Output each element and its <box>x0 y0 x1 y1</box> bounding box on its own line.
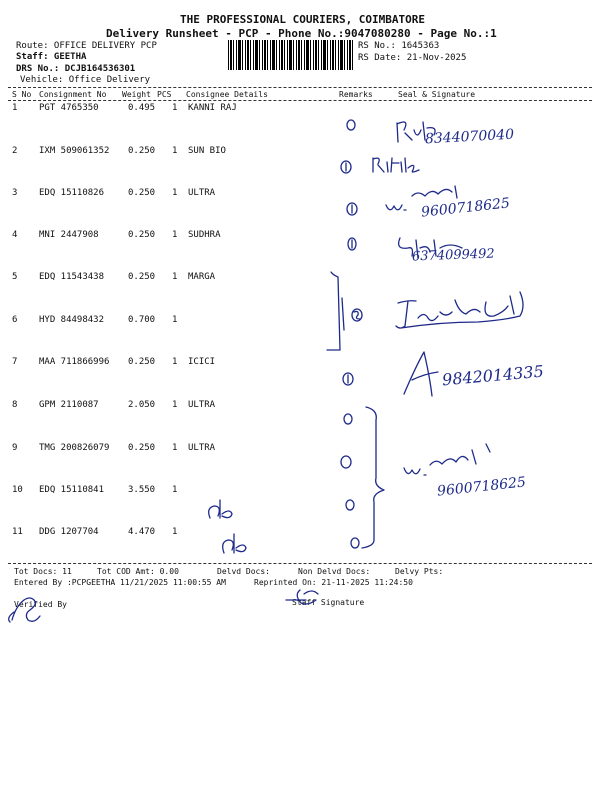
total-docs: Tot Docs: 11 <box>14 567 72 576</box>
row-consignment: EDQ 15110826 <box>39 188 105 198</box>
handwritten-phone-7: 9842014335 <box>441 361 545 390</box>
row-weight: 2.050 <box>128 400 156 410</box>
row-consignee: ULTRA <box>188 400 216 410</box>
drs-number: DRS No.: DCJB164536301 <box>16 64 136 74</box>
signature-9 <box>404 444 490 475</box>
row-consignee: MARGA <box>188 272 216 282</box>
row-pcs: 1 <box>172 146 178 156</box>
row-pcs: 1 <box>172 443 178 453</box>
row-pcs: 1 <box>172 103 178 113</box>
handwritten-phone-9: 9600718625 <box>436 474 527 500</box>
row-consignment: HYD 84498432 <box>39 315 105 325</box>
col-weight: Weight <box>122 90 151 99</box>
row-weight: 0.495 <box>128 103 156 113</box>
row-sno: 3 <box>12 188 18 198</box>
row-pcs: 1 <box>172 315 178 325</box>
row-weight: 0.250 <box>128 272 156 282</box>
row-consignment: GPM 2110087 <box>39 400 99 410</box>
row-consignment: IXM 509061352 <box>39 146 110 156</box>
runsheet-subtitle: Delivery Runsheet - PCP - Phone No.:9047080280 - Page No.:1 <box>106 27 497 40</box>
reprinted-on: Reprinted On: 21-11-2025 11:24:50 <box>254 578 413 587</box>
signature-4 <box>399 238 462 258</box>
row-consignment: MAA 711866996 <box>39 357 110 367</box>
row-pcs: 1 <box>172 485 178 495</box>
col-consignee: Consignee Details <box>186 90 268 99</box>
staff-label: Staff: GEETHA <box>16 52 87 62</box>
row-consignment: DDG 1207704 <box>39 527 99 537</box>
handwritten-mark-10 <box>209 500 232 518</box>
signature-1 <box>397 122 435 142</box>
row-consignment: TMG 200826079 <box>39 443 110 453</box>
non-delivered-docs: Non Delvd Docs: <box>298 567 371 576</box>
row-sno: 10 <box>12 485 23 495</box>
signature-2 <box>373 158 419 172</box>
vehicle-label: Vehicle: Office Delivery <box>20 75 151 85</box>
signature-3 <box>386 186 457 210</box>
col-remarks: Remarks <box>339 90 373 99</box>
row-sno: 8 <box>12 400 18 410</box>
row-pcs: 1 <box>172 400 178 410</box>
col-sno: S No <box>12 90 32 99</box>
company-title: THE PROFESSIONAL COURIERS, COIMBATORE <box>180 13 426 26</box>
row-consignee: KANNI RAJ <box>188 103 237 113</box>
handwritten-phone-4: 6374099492 <box>411 246 495 265</box>
row-sno: 6 <box>12 315 18 325</box>
delivery-points: Delvy Pts: <box>395 567 444 576</box>
row-sno: 7 <box>12 357 18 367</box>
verified-by-signature <box>9 598 40 622</box>
handwritten-mark-11 <box>223 534 246 553</box>
row-weight: 3.550 <box>128 485 156 495</box>
remark-mark-1 <box>347 120 355 130</box>
rs-number: RS No.: 1645363 <box>358 41 440 51</box>
total-cod-amount: Tot COD Amt: 0.00 <box>97 567 179 576</box>
row-weight: 0.250 <box>128 188 156 198</box>
verified-by-label: Verified By <box>14 600 67 609</box>
staff-signature-mark <box>286 590 318 604</box>
col-seal: Seal & Signature <box>398 90 476 99</box>
row-pcs: 1 <box>172 357 178 367</box>
row-weight: 0.250 <box>128 146 156 156</box>
row-sno: 5 <box>12 272 18 282</box>
row-weight: 0.700 <box>128 315 156 325</box>
row-sno: 9 <box>12 443 18 453</box>
row-sno: 1 <box>12 103 18 113</box>
row-weight: 0.250 <box>128 230 156 240</box>
signature-7 <box>404 352 438 396</box>
remark-mark-9 <box>341 456 351 468</box>
row-consignee: ULTRA <box>188 188 216 198</box>
row-sno: 2 <box>12 146 18 156</box>
row-consignment: EDQ 15110841 <box>39 485 105 495</box>
col-pcs: PCS <box>157 90 172 99</box>
rs-date: RS Date: 21-Nov-2025 <box>358 53 467 63</box>
bracket-rows-8-11 <box>362 407 384 548</box>
row-consignment: MNI 2447908 <box>39 230 99 240</box>
row-consignment: PGT 4765350 <box>39 103 99 113</box>
row-consignee: SUDHRA <box>188 230 221 240</box>
row-pcs: 1 <box>172 527 178 537</box>
remark-mark-11 <box>351 538 359 548</box>
entered-by: Entered By :PCPGEETHA 11/21/2025 11:00:55 AM <box>14 578 226 587</box>
route-label: Route: OFFICE DELIVERY PCP <box>16 41 157 51</box>
row-sno: 4 <box>12 230 18 240</box>
row-pcs: 1 <box>172 230 178 240</box>
row-consignee: SUN BIO <box>188 146 226 156</box>
row-pcs: 1 <box>172 272 178 282</box>
delivered-docs: Delvd Docs: <box>217 567 270 576</box>
bracket-rows-5-6 <box>327 272 344 350</box>
row-weight: 4.470 <box>128 527 156 537</box>
row-weight: 0.250 <box>128 357 156 367</box>
row-consignment: EDQ 11543438 <box>39 272 105 282</box>
signature-5 <box>396 292 523 328</box>
remark-mark-10 <box>346 500 354 510</box>
row-consignee: ICICI <box>188 357 216 367</box>
col-consignment: Consignment No <box>39 90 107 99</box>
row-sno: 11 <box>12 527 23 537</box>
handwritten-phone-1: 8344070040 <box>424 126 515 148</box>
staff-signature-label: Staff Signature <box>292 598 365 607</box>
row-consignee: ULTRA <box>188 443 216 453</box>
handwritten-phone-3: 9600718625 <box>420 195 511 221</box>
remark-mark-8 <box>344 414 352 424</box>
row-pcs: 1 <box>172 188 178 198</box>
row-weight: 0.250 <box>128 443 156 453</box>
